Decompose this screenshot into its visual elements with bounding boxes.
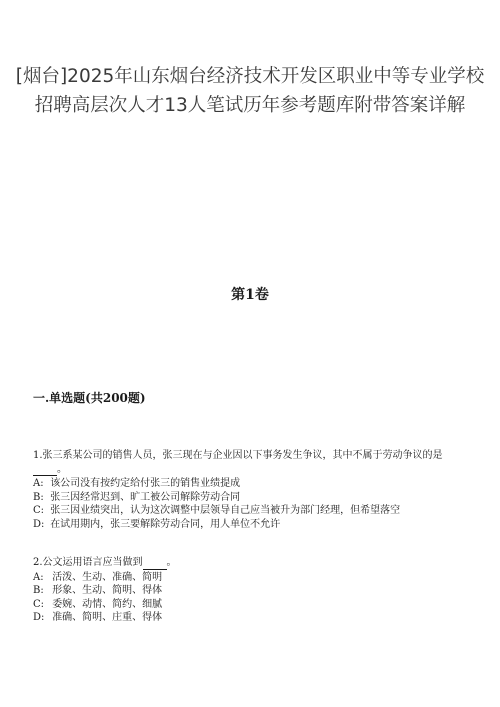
option-text: 准确、简明、庄重、得体 [52, 612, 163, 623]
option-c [33, 504, 473, 518]
option-label: B: [33, 491, 44, 503]
title-line-1: [烟台]2025年山东烟台经济技术开发区职业中等专业学校 [15, 66, 485, 87]
option-text: 该公司没有按约定给付张三的销售业绩提成 [50, 478, 241, 489]
option-b [33, 491, 473, 505]
question-stem [33, 556, 473, 570]
option-text: 在试用期内，张三要解除劳动合同，用人单位不允许 [50, 518, 281, 530]
question-stem-end: 。 [166, 557, 177, 568]
option-text: 张三因经常迟到、旷工被公司解除劳动合同 [50, 491, 241, 503]
question-stem [33, 449, 473, 476]
volume-heading: 第1卷 [231, 287, 269, 303]
option-label: D: [33, 518, 45, 530]
option-label: A: [33, 478, 44, 489]
option-text: 张三因业绩突出，认为这次调整中层领导自己应当被升为部门经理，但希望落空 [50, 505, 401, 516]
question-stem-text: 1.张三系某公司的销售人员，张三现在与企业因以下事务发生争议，其中不属于劳动争议的是 [33, 450, 443, 461]
option-text: 活泼、生动、准确、简明 [52, 571, 163, 583]
answer-blank [33, 464, 57, 476]
option-label: C: [33, 598, 45, 610]
title-line-2: 招聘高层次人才13人笔试历年参考题库附带答案详解 [34, 95, 466, 116]
question-stem-text: 2.公文运用语言应当做到 [33, 557, 143, 568]
document-title [0, 62, 500, 120]
option-label: D: [33, 612, 45, 623]
section-heading: 一.单选题(共200题) [33, 391, 146, 405]
option-b [33, 584, 473, 598]
option-d [33, 518, 473, 532]
option-c [33, 598, 473, 612]
option-label: B: [33, 585, 44, 596]
option-text: 委婉、动情、简约、细腻 [52, 598, 163, 610]
question-1 [33, 449, 473, 531]
option-label: C: [33, 505, 45, 516]
question-2 [33, 556, 473, 625]
option-a [33, 477, 473, 491]
answer-blank [143, 558, 167, 570]
option-d [33, 611, 473, 625]
question-stem-end: 。 [57, 463, 67, 475]
option-text: 形象、生动、简明、得体 [52, 585, 163, 596]
option-label: A: [33, 571, 44, 583]
option-a [33, 571, 473, 585]
